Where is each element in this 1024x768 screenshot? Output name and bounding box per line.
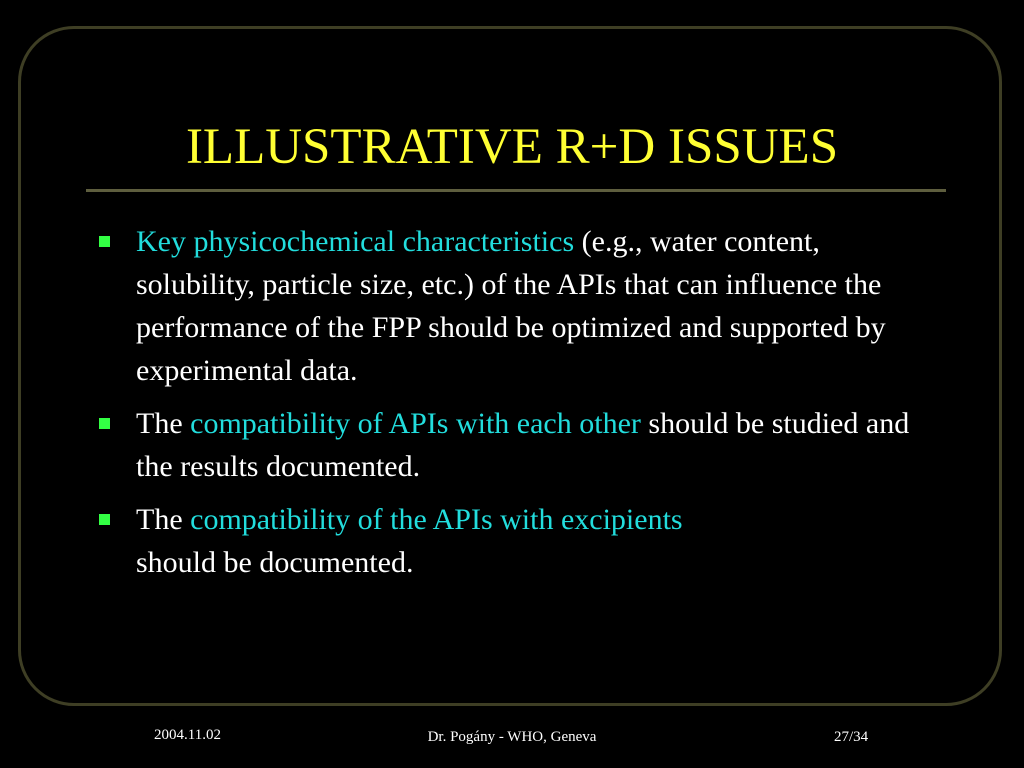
footer-page-number: 27/34 [834, 729, 869, 745]
bullet-2-prefix: The [136, 407, 191, 440]
bullet-2-suffix: should be studied and the results documented. [136, 407, 910, 483]
bullet-list [96, 220, 938, 594]
square-bullet-icon [99, 514, 110, 525]
title-divider [86, 189, 946, 192]
bullet-3-prefix: The [136, 503, 191, 536]
bullet-3-highlight: compatibility of the APIs with excipients [190, 503, 683, 536]
bullet-item-3 [96, 498, 938, 584]
bullet-1-highlight: Key physicochemical characteristics [136, 225, 575, 258]
footer-author: Dr. Pogány - WHO, Geneva [427, 729, 597, 745]
square-bullet-icon [99, 236, 110, 247]
bullet-2-highlight: compatibility of APIs with each other [190, 407, 641, 440]
bullet-3-suffix: should be documented. [136, 546, 414, 579]
bullet-item-1 [96, 220, 938, 392]
bullet-item-2 [96, 402, 938, 488]
footer-date: 2004.11.02 [154, 727, 221, 743]
square-bullet-icon [99, 418, 110, 429]
bullet-1-text: (e.g., water content, solubility, particle size, etc.) of the APIs that can influence the performance of the FPP should be optimized and supported by experimental data. [136, 225, 886, 387]
slide-title: ILLUSTRATIVE R+D ISSUES [185, 119, 839, 175]
